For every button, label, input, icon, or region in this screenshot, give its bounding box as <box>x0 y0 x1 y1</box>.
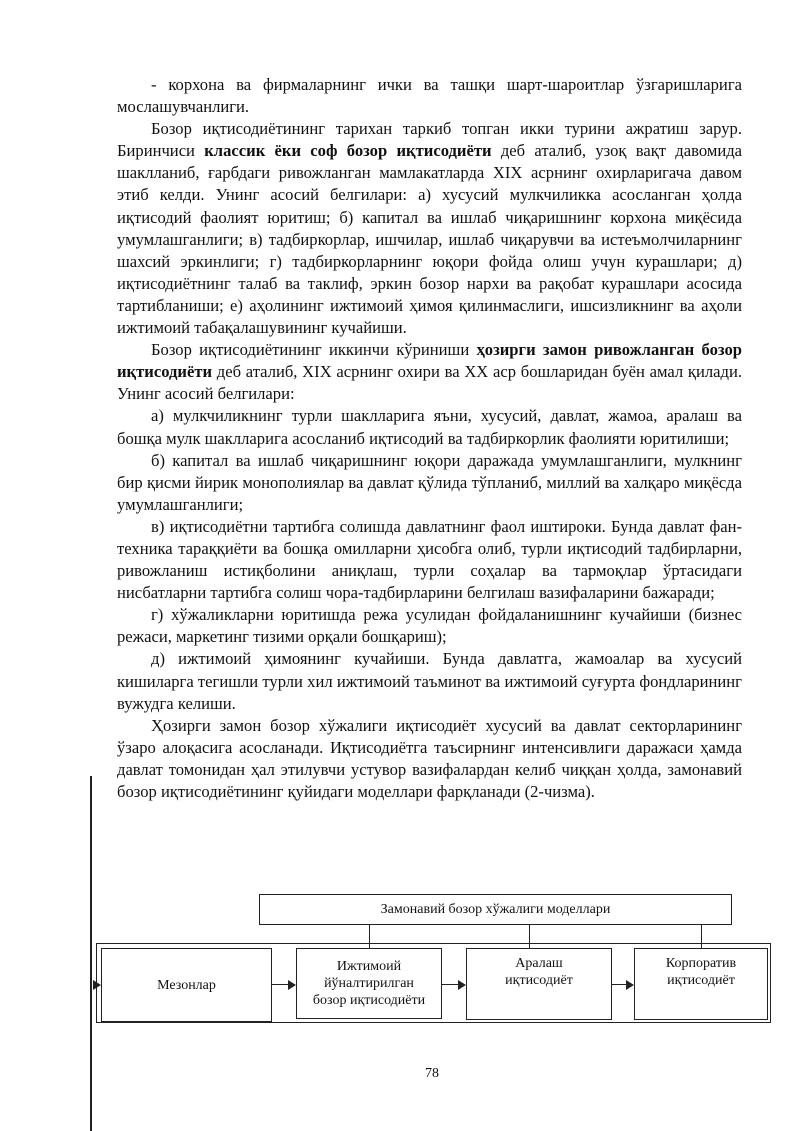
paragraph-text: Бозор иқтисодиётининг иккинчи кўриниши <box>151 340 477 360</box>
arrow-line <box>442 984 458 985</box>
margin-line <box>90 776 92 1131</box>
connector-line <box>369 925 370 949</box>
criteria-box <box>101 948 272 1022</box>
paragraph-classic-economy <box>117 118 742 339</box>
paragraph-text: Бозор иқтисодиётининг тарихан таркиб топган икки турини ажратиш зарур. Биринчиси <box>117 119 742 161</box>
box-label: Ижтимоий <box>336 959 402 974</box>
list-item-g: г) хўжаликларни юритишда режа усулидан фойдаланишнинг кучайиши (бизнес режаси, маркетинг тизими орқали бошқариш); <box>117 605 742 647</box>
paragraph-models-intro: Ҳозирги замон бозор хўжалиги иқтисодиёт хусусий ва давлат секторларининг ўзаро алоқасига асосланади. Иқтисодиётга таъсирнинг интенсивлиги даражаси ҳамда давлат томонидан ҳал этилувчи устувор вазифалардан келиб чиққан ҳолда, замонавий бозор иқтисодиётининг қуйидаги моделлари фарқланади (2-чизма). <box>117 715 742 801</box>
connector-line <box>96 1022 771 1023</box>
paragraph-text: деб аталиб, XIX асрнинг охири ва XX аср бошларидан буён амал қилади. Унинг асосий белгилари: <box>117 362 742 404</box>
list-item-b: б) капитал ва ишлаб чиқаришнинг юқори даражада умумлашганлиги, мулкнинг бир қисми йирик монополиялар ва давлат қўлида тўпланиб, миллий ва халқаро миқёсда умумлашганлиги; <box>117 450 742 514</box>
list-item-d: д) ижтимоий ҳимоянинг кучайиши. Бунда давлатга, жамоалар ва хусусий кишиларга тегишли турли хил ижтимоий таъминот ва ижтимоий суғурта фондларининг вужудга келиши. <box>117 649 742 713</box>
mixed-economy-box <box>466 948 612 1020</box>
connector-line <box>701 925 702 949</box>
box-label: Мезонлар <box>157 977 216 993</box>
box-label: иқтисодиёт <box>505 973 573 988</box>
box-label: Корпоратив <box>665 956 737 971</box>
bold-term-classic: классик ёки соф бозор иқтисодиёти <box>204 141 492 161</box>
arrow-line <box>612 984 626 985</box>
page-number: 78 <box>425 1066 439 1081</box>
paragraph-text: деб аталиб, узоқ вақт давомида шаклланиб, ғарбдаги ривожланган мамлакатларда XIX асрнинг охирларигача давом этиб келди. Унинг асосий белгилари: а) хусусий мулкчиликка асосланган ҳолда иқтисодий фаолият юритиш; б) капитал ва ишлаб чиқаришнинг корхона миқёсида умумлашганлиги; в) тадбиркорлар, ишчилар, ишлаб чиқарувчи ва истеъмолчиларнинг шахсий эркинлиги; г) тадбиркорларнинг юқори фойда олиш учун курашлари; д) иқтисодиётнинг талаб ва таклиф, эркин бозор нархи ва рақобат курашлари асосида тартибланиши; е) аҳолининг ижтимоий ҳимоя қилинмаслиги, ишсизликнинг ва аҳоли ижтимоий табақалашувининг кучайиши. <box>117 141 743 338</box>
box-label: Аралаш <box>515 956 563 971</box>
paragraph-adaptability: - корхона ва фирмаларнинг ички ва ташқи шарт-шароитлар ўзгаришларига мослашувчанлиги. <box>117 75 742 117</box>
list-item-a: а) мулкчиликнинг турли шаклларига яъни, хусусий, давлат, жамоа, аралаш ва бошқа мулк шаклларига асосланиб иқтисодий ва тадбиркорлик фаолияти юритилиши; <box>117 406 742 448</box>
corporate-economy-box <box>634 948 768 1020</box>
bold-term-modern: ҳозирги замон ривожланган бозор иқтисодиёти <box>117 340 742 382</box>
connector-line <box>529 925 530 949</box>
body-text <box>117 74 742 803</box>
arrow-right-icon <box>626 980 634 990</box>
social-market-economy-box <box>296 948 442 1019</box>
arrow-line <box>272 984 288 985</box>
box-label: йўналтирилган <box>324 976 414 991</box>
arrow-right-icon <box>458 980 466 990</box>
paragraph-modern-economy <box>117 339 742 405</box>
arrow-right-icon <box>288 980 296 990</box>
box-label: иқтисодиёт <box>667 973 735 988</box>
diagram-title-box <box>259 894 732 925</box>
box-label: бозор иқтисодиёти <box>312 993 426 1008</box>
connector-line <box>96 943 771 944</box>
list-item-v: в) иқтисодиётни тартибга солишда давлатнинг фаол иштироки. Бунда давлат фан-техника тараққиёти ва бошқа омилларни ҳисобга олиб, турли иқтисодий тадбирларни, ривожланиш истиқболини аниқлаш, турли соҳалар ва тармоқлар ўртасидаги нисбатларни тартибга солиш чора-тадбирларини белгилаш вазифаларини бажаради; <box>117 516 742 603</box>
arrow-right-icon <box>93 980 101 990</box>
diagram-title: Замонавий бозор хўжалиги моделлари <box>380 902 611 917</box>
connector-line <box>770 943 771 1023</box>
